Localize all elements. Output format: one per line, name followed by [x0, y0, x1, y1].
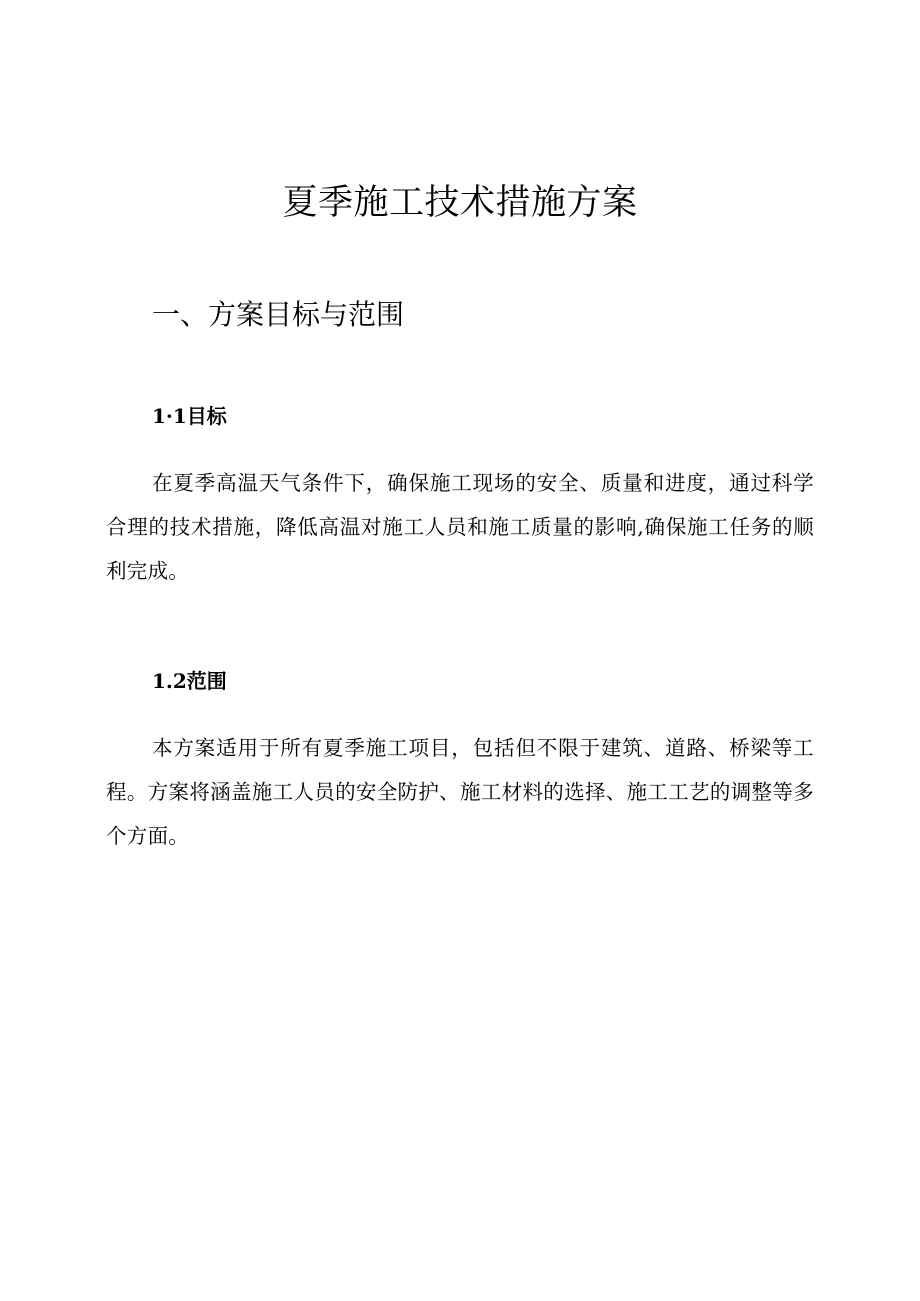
subsection-heading-scope: 1.2范围	[152, 669, 227, 693]
paragraph-goals: 在夏季高温天气条件下，确保施工现场的安全、质量和进度，通过科学合理的技术措施，降低高温对施工人员和施工质量的影响,确保施工任务的顺利完成。	[106, 471, 814, 583]
section-heading-scope-and-goals: 一、方案目标与范围	[152, 298, 405, 331]
subsection-heading-goals: 1·1目标	[152, 404, 227, 428]
document-title: 夏季施工技术措施方案	[282, 183, 638, 223]
paragraph-scope: 本方案适用于所有夏季施工项目，包括但不限于建筑、道路、桥梁等工程。方案将涵盖施工人员的安全防护、施工材料的选择、施工工艺的调整等多个方面。	[106, 736, 814, 848]
